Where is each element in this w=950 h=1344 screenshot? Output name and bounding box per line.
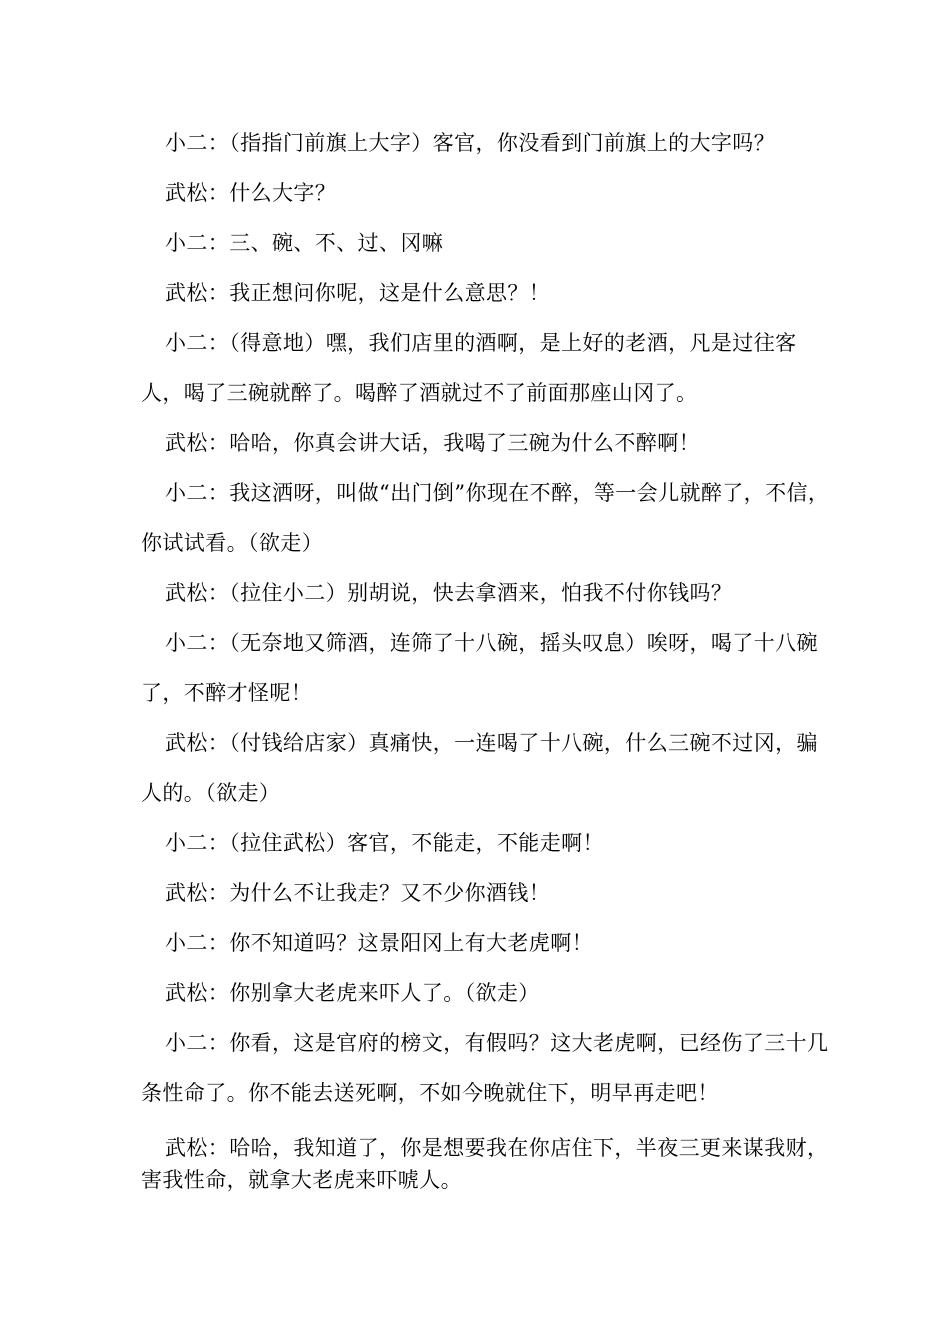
dialogue-line-2: 武松：什么大字？ xyxy=(165,181,337,205)
dialogue-line-6: 武松：哈哈，你真会讲大话，我喝了三碗为什么不醉啊！ xyxy=(165,431,700,455)
dialogue-line-8: 武松：（拉住小二）别胡说，快去拿酒来，怕我不付你钱吗？ xyxy=(165,581,733,605)
dialogue-line-15: 小二：你看，这是官府的榜文，有假吗？这大老虎啊，已经伤了三十几条性命了。你不能去送死啊，不如今晚就住下，明早再走吧！ xyxy=(141,1031,829,1105)
dialogue-line-5: 小二：（得意地）嘿，我们店里的酒啊，是上好的老酒，凡是过往客人，喝了三碗就醉了。喝醉了酒就过不了前面那座山冈了。 xyxy=(141,331,797,405)
dialogue-line-10: 武松：（付钱给店家）真痛快，一连喝了十八碗，什么三碗不过冈，骗人的。（欲走） xyxy=(141,731,818,805)
dialogue-line-1: 小二：（指指门前旗上大字）客官，你没看到门前旗上的大字吗？ xyxy=(165,131,776,155)
dialogue-line-16: 武松：哈哈，我知道了，你是想要我在你店住下，半夜三更来谋我财，害我性命，就拿大老虎来吓唬人。 xyxy=(141,1136,829,1192)
dialogue-line-13: 小二：你不知道吗？这景阳冈上有大老虎啊！ xyxy=(165,931,593,955)
dialogue-line-12: 武松：为什么不让我走？又不少你酒钱！ xyxy=(165,881,551,905)
dialogue-line-3: 小二：三、碗、不、过、冈嘛 xyxy=(165,231,444,255)
document-page xyxy=(141,118,831,1196)
dialogue-line-4: 武松：我正想问你呢，这是什么意思？！ xyxy=(165,281,551,305)
dialogue-line-9: 小二：（无奈地又筛酒，连筛了十八碗，摇头叹息）唉呀，喝了十八碗了，不醉才怪呢！ xyxy=(141,631,818,705)
dialogue-line-11: 小二：（拉住武松）客官，不能走，不能走啊！ xyxy=(165,831,604,855)
dialogue-line-7: 小二：我这洒呀，叫做“出门倒”你现在不醉，等一会儿就醉了，不信，你试试看。（欲走） xyxy=(141,481,830,555)
dialogue-line-14: 武松：你别拿大老虎来吓人了。（欲走） xyxy=(165,981,540,1005)
